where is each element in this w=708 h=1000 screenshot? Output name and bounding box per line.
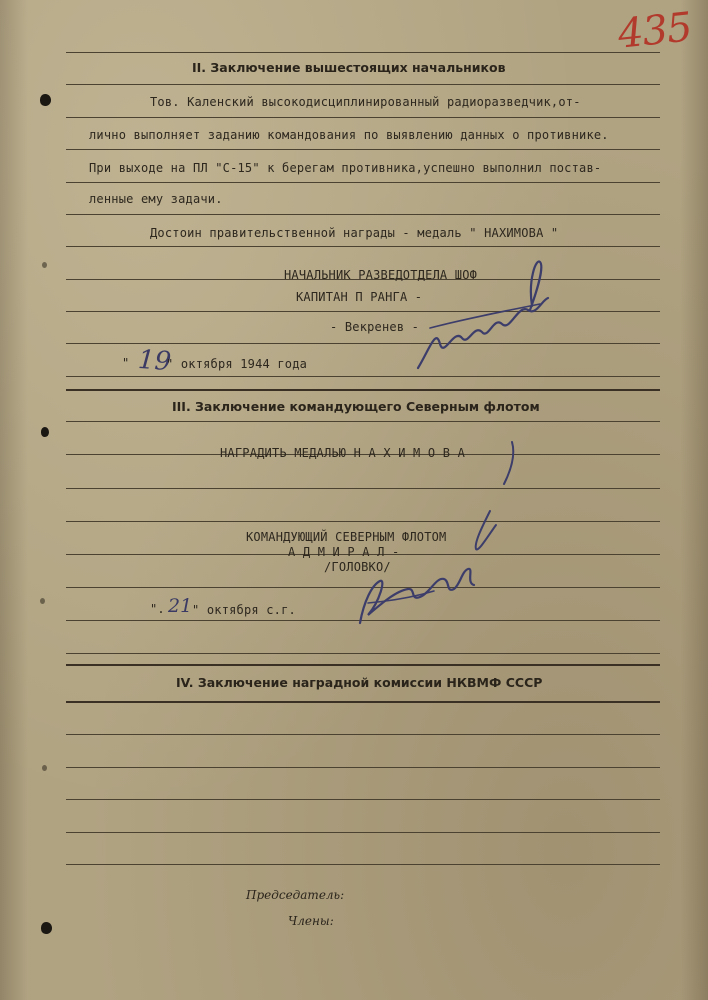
section-divider: [66, 389, 660, 391]
ruled-line: [66, 214, 660, 215]
signatory-rank: А Д М И Р А Л -: [288, 545, 400, 559]
ruled-line: [66, 246, 660, 247]
binder-hole: [40, 94, 51, 106]
text-line: лично выполняет заданию командования по выявлению данных о противнике.: [89, 128, 609, 142]
ruled-line: [66, 653, 660, 654]
ruled-line: [66, 343, 660, 344]
ruled-line: [66, 864, 660, 865]
text-line: Достоин правительственной награды - медаль " НАХИМОВА ": [150, 226, 559, 240]
signatory-rank: КАПИТАН П РАНГА -: [296, 290, 423, 304]
decision-checkmark: [498, 438, 520, 488]
date-day-handwritten: 19: [136, 344, 173, 378]
section-4-heading: IV. Заключение наградной комиссии НКВМФ СССР: [176, 675, 543, 690]
paper-speck: [42, 262, 47, 268]
section-divider: [66, 664, 660, 666]
date-month-year: " октября с.г.: [192, 603, 296, 617]
signature-section-2: [410, 258, 560, 378]
ruled-line: [66, 149, 660, 150]
section-3-heading: III. Заключение командующего Северным флотом: [172, 399, 540, 414]
ruled-line: [66, 311, 660, 312]
ruled-line: [66, 52, 660, 53]
ruled-line: [66, 117, 660, 118]
signatory-name: - Векренев -: [330, 320, 420, 334]
signature-section-3: [350, 505, 510, 635]
ruled-line: [66, 421, 660, 422]
members-label: Члены:: [288, 914, 334, 928]
signatory-name: /ГОЛОВКО/: [324, 560, 391, 574]
paper-speck: [42, 765, 47, 771]
binder-hole: [41, 922, 52, 934]
ruled-line: [66, 488, 660, 489]
section-2-heading: II. Заключение вышестоящих начальников: [192, 60, 506, 75]
ruled-line: [66, 799, 660, 800]
binder-hole: [41, 427, 49, 437]
ruled-line: [66, 832, 660, 833]
decision-text: НАГРАДИТЬ МЕДАЛЬЮ Н А Х И М О В А: [220, 446, 466, 460]
section-divider: [66, 701, 660, 703]
text-line: ленные ему задачи.: [89, 192, 223, 206]
ruled-line: [66, 182, 660, 183]
signatory-title: НАЧАЛЬНИК РАЗВЕДОТДЕЛА ШОФ: [284, 268, 478, 282]
chairman-label: Председатель:: [246, 888, 345, 902]
date-day-handwritten: 21: [168, 595, 193, 617]
ruled-line: [66, 767, 660, 768]
archive-page-number: 435: [615, 4, 694, 58]
ruled-line: [66, 84, 660, 85]
ruled-line: [66, 734, 660, 735]
date-month-year: " октября 1944 года: [166, 357, 308, 371]
paper-speck: [40, 598, 45, 604]
date-quote-open: ": [122, 356, 130, 370]
text-line: Тов. Каленский высокодисциплинированный радиоразведчик,от-: [150, 95, 581, 109]
date-quote-open: ".: [150, 602, 165, 616]
signatory-title: КОМАНДУЮЩИЙ СЕВЕРНЫМ ФЛОТОМ: [246, 530, 447, 544]
text-line: При выходе на ПЛ "С-15" к берегам противника,успешно выполнил постав-: [89, 161, 602, 175]
